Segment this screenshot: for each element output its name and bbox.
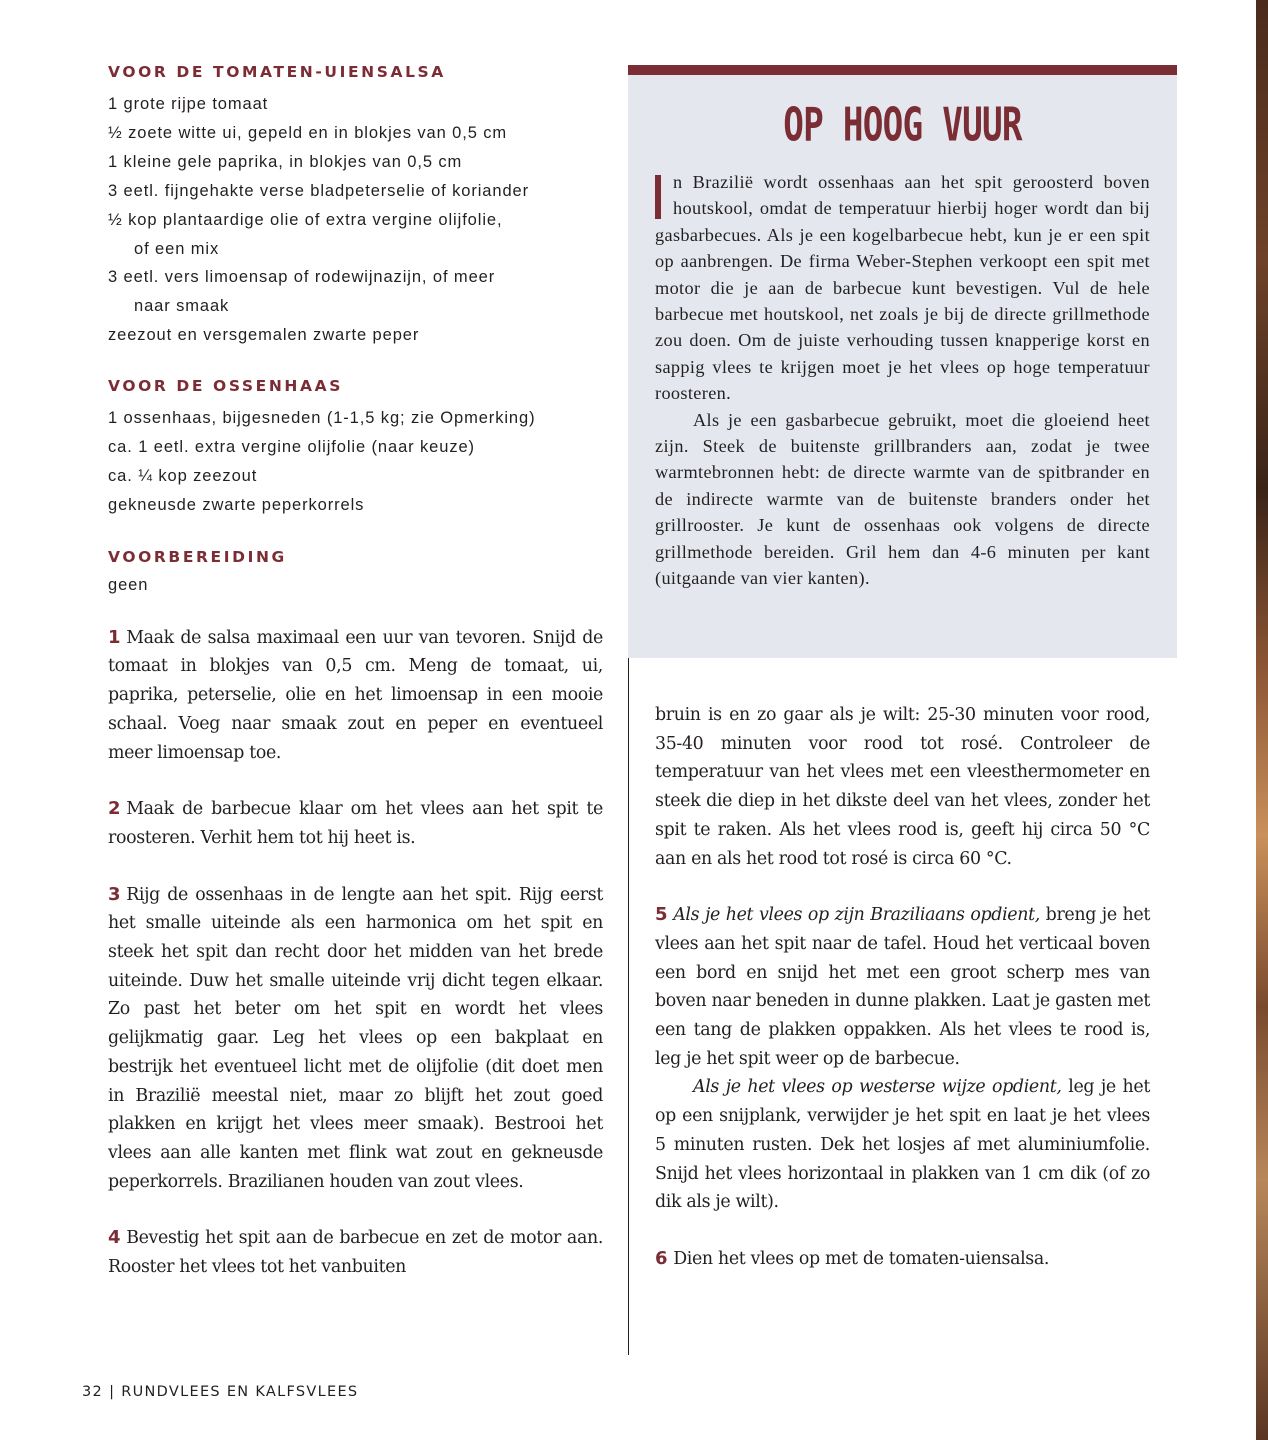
ingredient-item: 1 kleine gele paprika, in blokjes van 0,5 cm (108, 152, 463, 171)
step-5-western: Als je het vlees op westerse wijze opdient, leg je het op een snijplank, verwijder je het spit en laat je het vlees 5 minuten rusten. Dek het losjes af met aluminiumfolie. Snijd het vlees horizontaal in plakken van 1 cm dik (of zo dik als je wilt). (655, 1077, 1150, 1213)
step-2: 2 Maak de barbecue klaar om het vlees aan het spit te roosteren. Verhit hem tot hij heet is. (108, 798, 603, 848)
step-number: 1 (108, 626, 121, 648)
ingredient-item: 1 ossenhaas, bijgesneden (1-1,5 kg; zie Opmerking) (108, 409, 536, 428)
ingredient-item: ½ kop plantaardige olie of extra vergine olijfolie, of een mix (108, 210, 503, 258)
sidebar-title: OP HOOG VUUR (783, 98, 1022, 153)
right-column (655, 701, 1150, 1274)
step-5: 5 Als je het vlees op zijn Braziliaans opdient, breng je het vlees aan het spit naar de tafel. Houd het verticaal boven een bord en snijd het met een groot scherp mes van boven naar beneden in dunne plakken. Laat je gasten met een tang de plakken oppakken. Als het vlees te rood is, leg je het spit weer op de barbecue. (655, 904, 1150, 1069)
salsa-heading: VOOR DE TOMATEN-UIENSALSA (108, 63, 446, 81)
sidebar-paragraph-2: Als je een gasbarbecue gebruikt, moet die gloeiend heet zijn. Steek de buitenste grillbranders aan, zodat je twee warmtebronnen hebt: de directe warmte van de spitbrander en de indirecte warmte van de buitenste branders onder het grillrooster. Je kunt de ossenhaas ook volgens de directe grillmethode bereiden. Gril hem dan 4-6 minuten per kant (uitgaande van vier kanten). (655, 409, 1150, 589)
step-4: 4 Bevestig het spit aan de barbecue en zet de motor aan. Rooster het vlees tot het vanbuiten (108, 1227, 603, 1278)
beef-heading: VOOR DE OSSENHAAS (108, 377, 343, 396)
drop-cap (655, 175, 667, 219)
ingredient-item: 1 grote rijpe tomaat (108, 95, 269, 113)
salsa-ingredient-list (108, 90, 603, 350)
sidebar-body (655, 169, 1150, 592)
beef-ingredient-list (108, 404, 603, 520)
prep-heading: VOORBEREIDING (108, 547, 287, 566)
step-3: 3 Rijg de ossenhaas in de lengte aan het spit. Rijg eerst het smalle uiteinde als een harmonica om het spit en steek het spit dan recht door het midden van het brede uiteinde. Duw het smalle uiteinde vrij dicht tegen elkaar. Zo past het beter om het spit en wordt het vlees gelijkmatig gaar. Leg het vlees op een bakplaat en bestrijk het eventueel licht met de olijfolie (dit doet men in Brazilië meestal niet, maar zo blijft het zout goed plakken en krijgt het vlees meer smaak). Bestrooi het vlees aan alle kanten met flink wat zout en gekneusde peperkorrels. Brazilianen houden van zout vlees. (108, 883, 603, 1192)
sidebar-top-rule (628, 65, 1177, 75)
ingredient-item: 3 eetl. vers limoensap of rodewijnazijn, of meer naar smaak (108, 268, 496, 316)
column-divider (628, 658, 629, 1355)
prep-value: geen (108, 575, 149, 594)
step-4-continued: bruin is en zo gaar als je wilt: 25-30 minuten voor rood, 35-40 minuten voor rood tot rosé. Controleer de temperatuur van het vlees met een vleesthermometer en steek die diep in het dikste deel van het vlees, zonder het spit te raken. Als het vlees rood is, geeft hij circa 50 °C aan en als het rood tot rosé is circa 60 °C. (655, 705, 1150, 869)
ingredient-item: 3 eetl. fijngehakte verse bladpeterselie of koriander (108, 181, 530, 200)
sidebar-box (628, 65, 1177, 658)
step-1: 1 Maak de salsa maximaal een uur van tevoren. Snijd de tomaat in blokjes van 0,5 cm. Meng de tomaat, ui, paprika, peterselie, olie en het limoensap in een mooie schaal. Voeg naar smaak zout en peper en eventueel meer limoensap toe. (108, 626, 603, 763)
ingredient-item: ca. ¼ kop zeezout (108, 466, 258, 485)
page-footer (82, 1384, 358, 1400)
ingredient-item: zeezout en versgemalen zwarte peper (108, 326, 420, 345)
left-column (108, 62, 603, 1282)
ingredient-item: ½ zoete witte ui, gepeld en in blokjes van 0,5 cm (108, 123, 508, 142)
prep-list (108, 571, 603, 600)
step-number: 3 (108, 883, 121, 905)
step-6: 6 Dien het vlees op met de tomaten-uiensalsa. (655, 1247, 1050, 1269)
page-number: 32 (82, 1384, 104, 1400)
footer-separator: | (109, 1384, 116, 1400)
chapter-name: RUNDVLEES EN KALFSVLEES (121, 1384, 359, 1400)
sidebar-paragraph-1: n Brazilië wordt ossenhaas aan het spit geroosterd boven houtskool, omdat de temperatuur hierbij hoger wordt dan bij gasbarbecues. Als je een kogelbarbecue hebt, kun je er een spit op aanbrengen. De firma Weber-Stephen verkoopt een spit met motor die je aan de barbecue kunt bevestigen. Vul de hele barbecue met houtskool, net zoals je bij de directe grillmethode zou doen. Om de juiste verhouding tussen knapperige korst en sappig vlees te krijgen moet je het vlees op hoge temperatuur roosteren. (655, 172, 1150, 404)
step-number: 4 (108, 1227, 121, 1249)
ingredient-item: gekneusde zwarte peperkorrels (108, 495, 365, 514)
photo-edge-strip (1256, 0, 1268, 1440)
step-number: 6 (655, 1247, 668, 1269)
step-number: 5 (655, 904, 668, 926)
step-number: 2 (108, 798, 121, 820)
ingredient-item: ca. 1 eetl. extra vergine olijfolie (naar keuze) (108, 438, 475, 457)
